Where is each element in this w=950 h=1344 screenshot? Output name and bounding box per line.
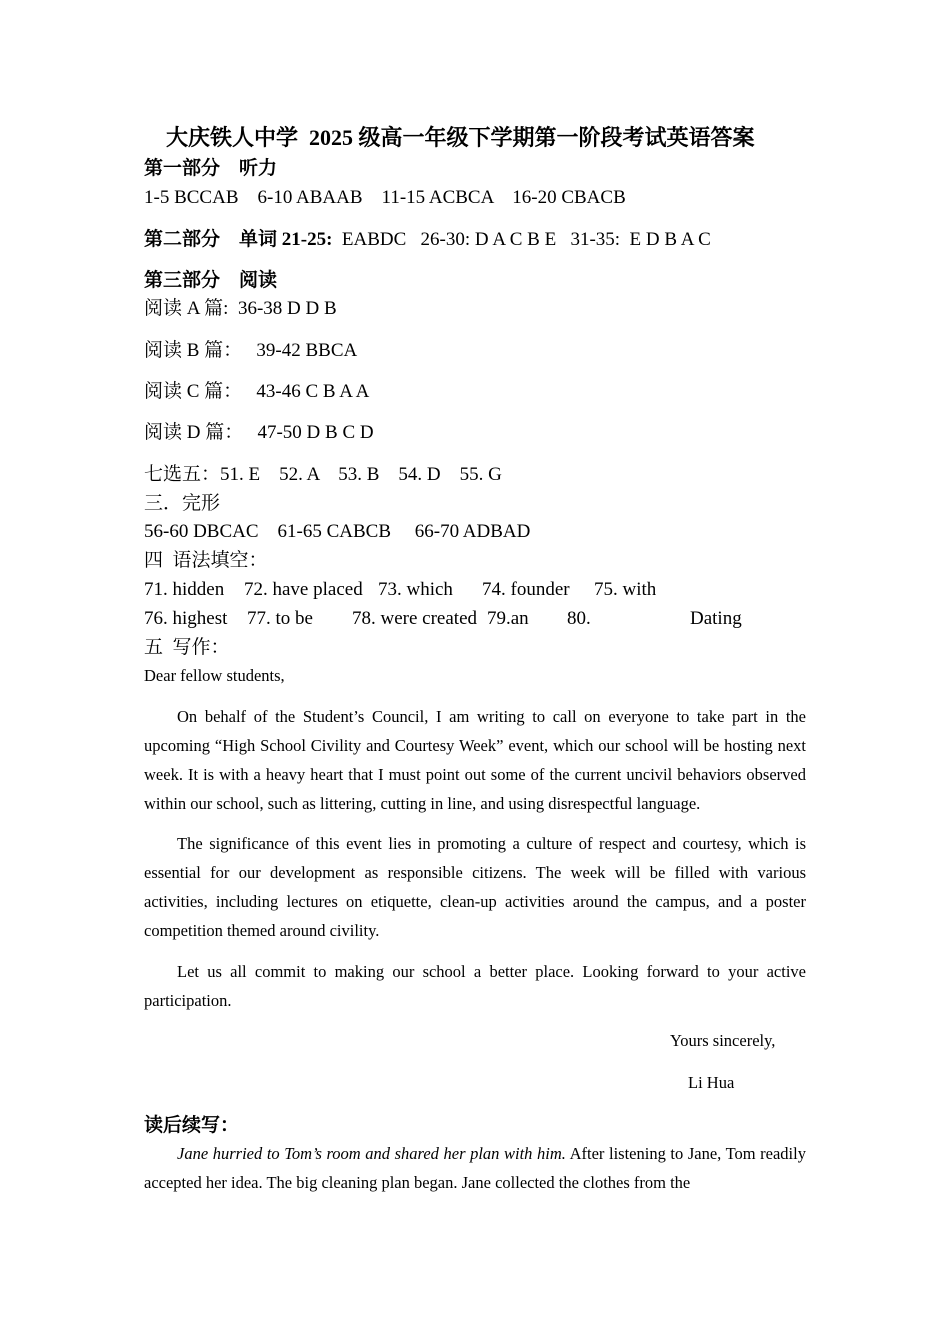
grammar-answer: 78. were created — [352, 608, 478, 629]
letter-paragraph-2: The significance of this event lies in promoting a culture of respect and courtesy, which is essential for our development as responsible citizens. The week will be filled with various activities, including lectures on etiquette, clean-up activities around the campus, and a poster competition themed around civility. — [144, 834, 806, 940]
letter-closing: Yours sincerely, — [670, 1031, 776, 1050]
grammar-answer: 74. founder — [482, 579, 570, 600]
letter-paragraph-1: On behalf of the Student’s Council, I am writing to call on everyone to take part in the upcoming “High School Civility and Courtesy Week” event, which our school will be hosting next week. It is with a heavy heart that I must point out some of the current uncivil behaviors observed within our school, such as littering, cutting in line, and using disrespectful language. — [144, 707, 806, 813]
grammar-answer: 76. highest — [144, 608, 228, 629]
part1-answers: 1-5 BCCAB 6-10 ABAAB 11-15 ACBCA 16-20 CBACB — [144, 187, 626, 208]
part1-heading: 第一部分 听力 — [144, 158, 278, 179]
continuation-text: After listening to Jane, Tom readily accepted her idea. The big cleaning plan began. Jane collected the clothes from the — [144, 1144, 806, 1192]
grammar-answer: 79.an — [487, 608, 529, 629]
part2-answers: EABDC 26-30: D A C B E 31-35: E D B A C — [332, 229, 711, 250]
grammar-heading: 四 语法填空： — [144, 550, 268, 571]
reading-b-answers: 阅读 B 篇： 39-42 BBCA — [144, 340, 358, 361]
reading-c-answers: 阅读 C 篇： 43-46 C B A A — [144, 381, 370, 402]
grammar-answer: 73. which — [378, 579, 453, 600]
document-title: 大庆铁人中学 2025 级高一年级下学期第一阶段考试英语答案 — [166, 125, 755, 150]
grammar-answer: 80. — [567, 608, 591, 629]
grammar-answer: 72. have placed — [244, 579, 363, 600]
cloze-answers: 56-60 DBCAC 61-65 CABCB 66-70 ADBAD — [144, 521, 531, 542]
continuation-italic-opening: Jane hurried to Tom’s room and shared her plan with him. — [177, 1144, 566, 1163]
continuation-paragraph — [144, 1139, 806, 1197]
seven-choose-five-answers: 七选五：51. E 52. A 53. B 54. D 55. G — [144, 464, 502, 485]
part2-heading: 第二部分 单词 21-25: — [144, 229, 333, 250]
grammar-answer: 71. hidden — [144, 579, 225, 600]
letter-salutation: Dear fellow students, — [144, 666, 285, 685]
grammar-answer: 75. with — [594, 579, 657, 600]
reading-a-answers: 阅读 A 篇: 36-38 D D B — [144, 298, 337, 319]
reading-d-answers: 阅读 D 篇： 47-50 D B C D — [144, 422, 374, 443]
cloze-heading: 三．完形 — [144, 493, 221, 514]
continuation-heading: 读后续写： — [144, 1115, 240, 1136]
part3-heading: 第三部分 阅读 — [144, 270, 278, 291]
part2-line — [144, 228, 711, 252]
writing-heading: 五 写作： — [144, 637, 230, 658]
letter-paragraph-3: Let us all commit to making our school a better place. Looking forward to your active participation. — [144, 962, 806, 1010]
letter-signature: Li Hua — [688, 1073, 735, 1092]
grammar-answer: 77. to be — [247, 608, 313, 629]
grammar-answer: Dating — [690, 608, 742, 629]
